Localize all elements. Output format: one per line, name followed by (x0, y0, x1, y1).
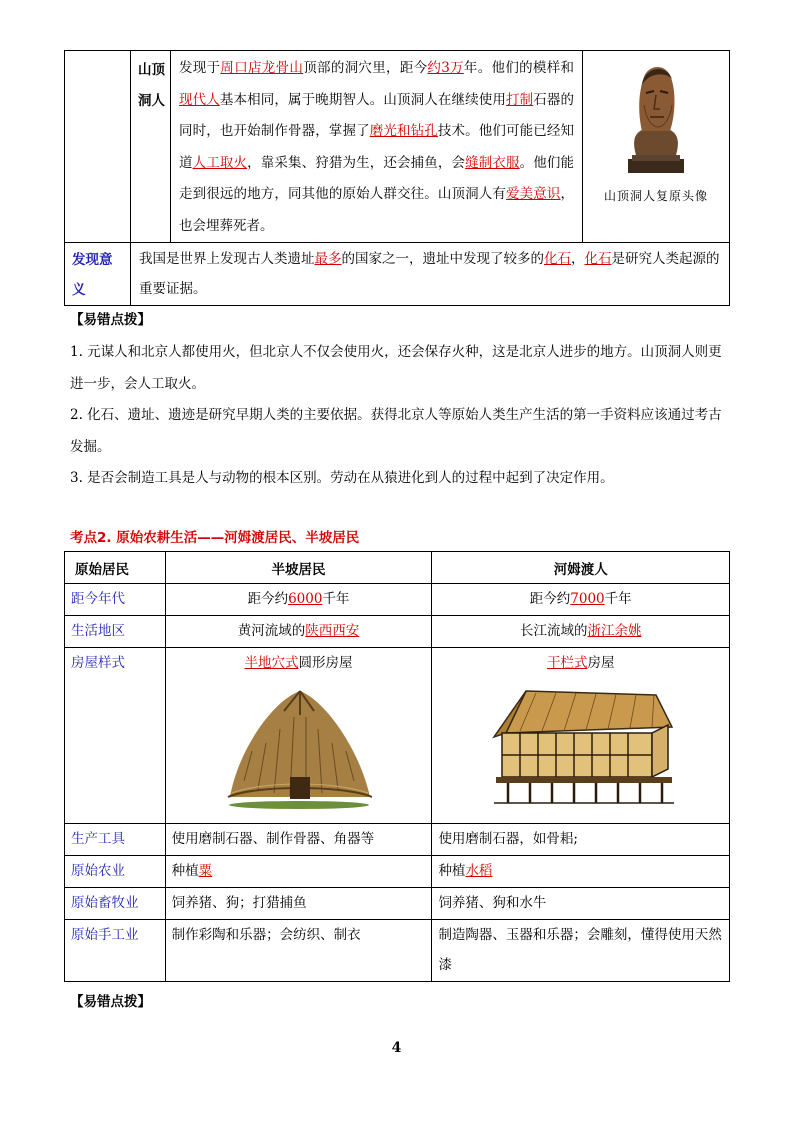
row-label-farming: 原始农业 (65, 856, 166, 888)
hemudu-region: 长江流域的浙江余姚 (432, 616, 730, 648)
upper-table (64, 50, 730, 306)
tip-item: 1. 元谋人和北京人都使用火，但北京人不仅会使用火，还会保存火种，这是北京人进步的地方。山顶洞人则更进一步，会人工取火。 (70, 344, 722, 392)
banpo-tools: 使用磨制石器、制作骨器、角器等 (165, 824, 432, 856)
image-caption: 山顶洞人复原头像 (603, 189, 708, 203)
tips-list (70, 337, 726, 495)
tips-heading-2: 【易错点拨】 (70, 994, 151, 1010)
tip-item: 3. 是否会制造工具是人与动物的根本区别。劳动在从猿进化到人的过程中起到了决定作用。 (70, 470, 614, 486)
header-hemudu: 河姆渡人 (432, 552, 730, 584)
tips-heading: 【易错点拨】 (70, 312, 151, 328)
hemudu-tools: 使用磨制石器，如骨耜; (432, 824, 730, 856)
section-title: 考点2. 原始农耕生活——河姆渡居民、半坡居民 (70, 530, 360, 546)
banpo-house: 半地穴式圆形房屋 (165, 648, 432, 824)
banpo-era: 距今约6000千年 (165, 584, 432, 616)
row-label-region: 生活地区 (65, 616, 166, 648)
row-label-tools: 生产工具 (65, 824, 166, 856)
significance-label: 发现意 义 (65, 243, 131, 306)
banpo-livestock: 饲养猪、狗；打猎捕鱼 (165, 888, 432, 920)
hemudu-house: 干栏式房屋 (432, 648, 730, 824)
row-label-livestock: 原始畜牧业 (65, 888, 166, 920)
banpo-farming: 种植粟 (165, 856, 432, 888)
banpo-craft: 制作彩陶和乐器；会纺织、制衣 (165, 920, 432, 982)
hemudu-era: 距今约7000千年 (432, 584, 730, 616)
header-banpo: 半坡居民 (165, 552, 432, 584)
hemudu-stilt-house-image (486, 681, 676, 811)
hemudu-farming: 种植水稻 (432, 856, 730, 888)
shanding-bust-image (618, 55, 694, 177)
row-label-era: 距今年代 (65, 584, 166, 616)
row-label-house: 房屋样式 (65, 648, 166, 824)
hemudu-livestock: 饲养猪、狗和水牛 (432, 888, 730, 920)
shanding-label: 山顶 洞人 (131, 51, 171, 243)
header-residents: 原始居民 (65, 552, 166, 584)
hemudu-craft: 制造陶器、玉器和乐器；会雕刻，懂得使用天然漆 (432, 920, 730, 982)
empty-cell (65, 51, 131, 243)
bust-image-cell (583, 51, 730, 243)
row-label-craft: 原始手工业 (65, 920, 166, 982)
banpo-hut-image (214, 681, 384, 811)
tip-item: 2. 化石、遗址、遗迹是研究早期人类的主要依据。获得北京人等原始人类生产生活的第一手资料应该通过考古发掘。 (70, 407, 722, 455)
banpo-region: 黄河流域的陕西西安 (165, 616, 432, 648)
significance-text: 我国是世界上发现古人类遗址最多的国家之一，遗址中发现了较多的化石，化石是研究人类起源的重要证据。 (131, 243, 730, 306)
shanding-description: 发现于周口店龙骨山顶部的洞穴里，距今约3万年。他们的模样和现代人基本相同，属于晚期智人。山顶洞人在继续使用打制石器的同时，也开始制作骨器，掌握了磨光和钻孔技术。他们可能已经知道人工取火，靠采集、狩猎为生，还会捕鱼，会缝制衣服。他们能走到很远的地方，同其他的原始人群交往。山顶洞人有爱美意识，也会埋葬死者。 (171, 51, 583, 243)
page-number: 4 (391, 1040, 402, 1056)
comparison-table (64, 551, 730, 982)
